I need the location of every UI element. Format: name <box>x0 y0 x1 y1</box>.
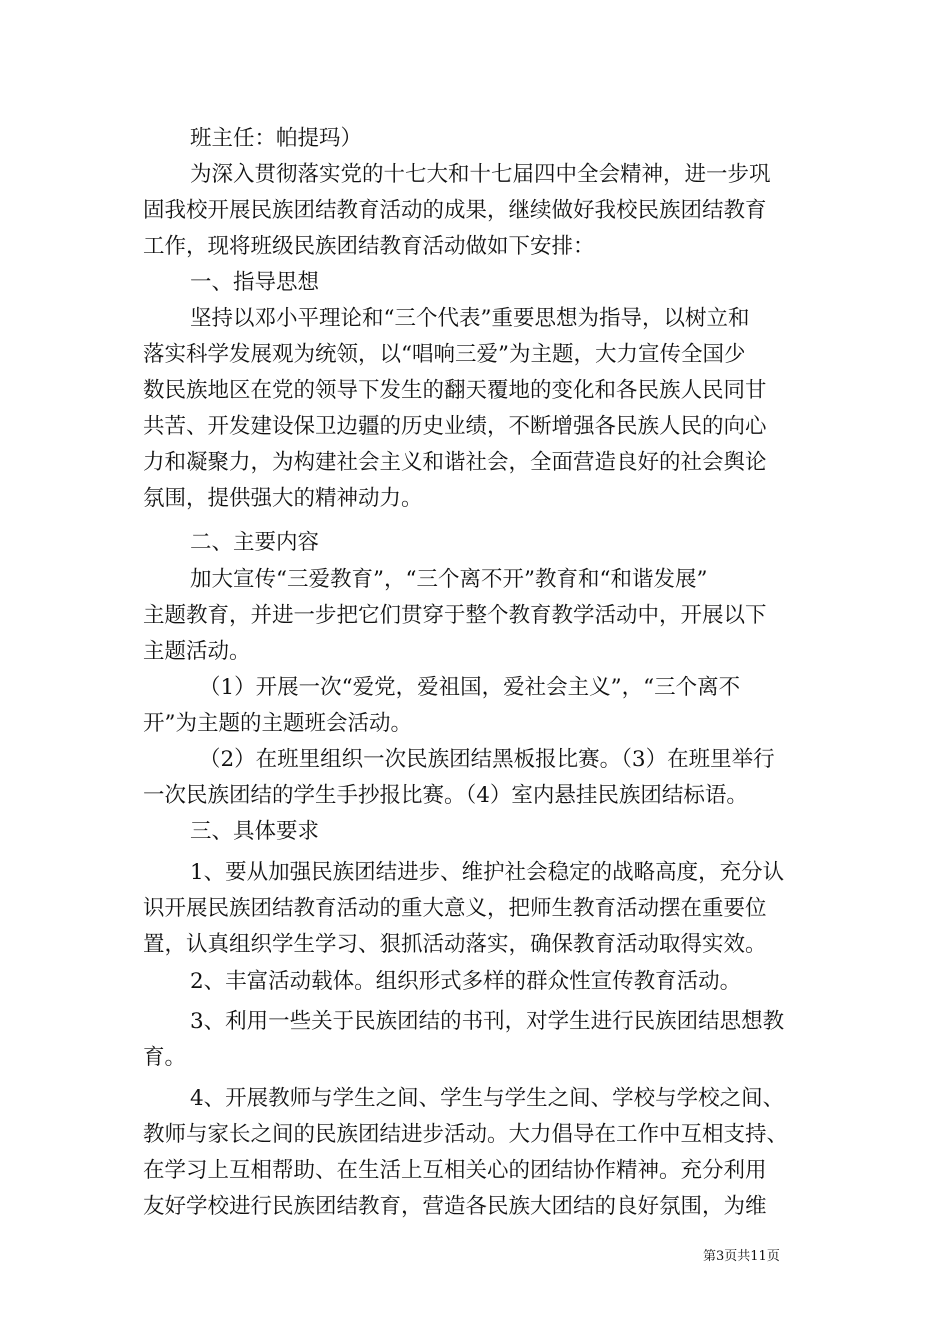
text-line: 氛围，提供强大的精神动力。 <box>143 486 423 511</box>
text-line: 力和凝聚力，为构建社会主义和谐社会，全面营造良好的社会舆论 <box>143 450 767 475</box>
text-line: 坚持以邓小平理论和“三个代表”重要思想为指导，以树立和 <box>190 306 750 331</box>
text-line: 在学习上互相帮助、在生活上互相关心的团结协作精神。充分利用 <box>143 1158 767 1183</box>
section-heading: 三、具体要求 <box>190 819 320 844</box>
page-number: 第3页共11页 <box>703 1249 780 1264</box>
text-line: 落实科学发展观为统领，以“唱响三爱”为主题，大力宣传全国少 <box>143 342 746 367</box>
section-heading: 一、指导思想 <box>190 270 320 295</box>
text-line: 主题教育，并进一步把它们贯穿于整个教育教学活动中，开展以下 <box>143 603 767 628</box>
text-line: 开”为主题的主题班会活动。 <box>143 711 412 736</box>
text-line: 工作，现将班级民族团结教育活动做如下安排： <box>143 234 595 259</box>
text-line: 教师与家长之间的民族团结进步活动。大力倡导在工作中互相支持、 <box>143 1122 789 1147</box>
text-line: 4、开展教师与学生之间、学生与学生之间、学校与学校之间、 <box>190 1086 785 1111</box>
text-line: 识开展民族团结教育活动的重大意义，把师生教育活动摆在重要位 <box>143 896 767 921</box>
text-line: 育。 <box>143 1045 187 1070</box>
text-line: （2）在班里组织一次民族团结黑板报比赛。（3）在班里举行 <box>199 747 775 772</box>
text-line: 置，认真组织学生学习、狠抓活动落实，确保教育活动取得实效。 <box>143 932 767 957</box>
text-line: 为深入贯彻落实党的十七大和十七届四中全会精神，进一步巩 <box>190 162 771 187</box>
text-line: 共苦、开发建设保卫边疆的历史业绩，不断增强各民族人民的向心 <box>143 414 767 439</box>
text-line: 3、利用一些关于民族团结的书刊，对学生进行民族团结思想教 <box>190 1009 785 1034</box>
text-line: 班主任：帕提玛） <box>190 126 363 151</box>
section-heading: 二、主要内容 <box>190 530 320 555</box>
text-line: 主题活动。 <box>143 639 251 664</box>
text-line: （1）开展一次“爱党，爱祖国，爱社会主义”，“三个离不 <box>199 675 741 700</box>
text-line: 2、丰富活动载体。组织形式多样的群众性宣传教育活动。 <box>190 969 742 994</box>
text-line: 固我校开展民族团结教育活动的成果，继续做好我校民族团结教育 <box>143 198 767 223</box>
text-line: 一次民族团结的学生手抄报比赛。（4）室内悬挂民族团结标语。 <box>143 783 748 808</box>
text-line: 数民族地区在党的领导下发生的翻天覆地的变化和各民族人民同甘 <box>143 378 767 403</box>
text-line: 1、要从加强民族团结进步、维护社会稳定的战略高度，充分认 <box>190 860 785 885</box>
text-line: 加大宣传“三爱教育”，“三个离不开”教育和“和谐发展” <box>190 567 708 592</box>
text-line: 友好学校进行民族团结教育，营造各民族大团结的良好氛围，为维 <box>143 1194 767 1219</box>
